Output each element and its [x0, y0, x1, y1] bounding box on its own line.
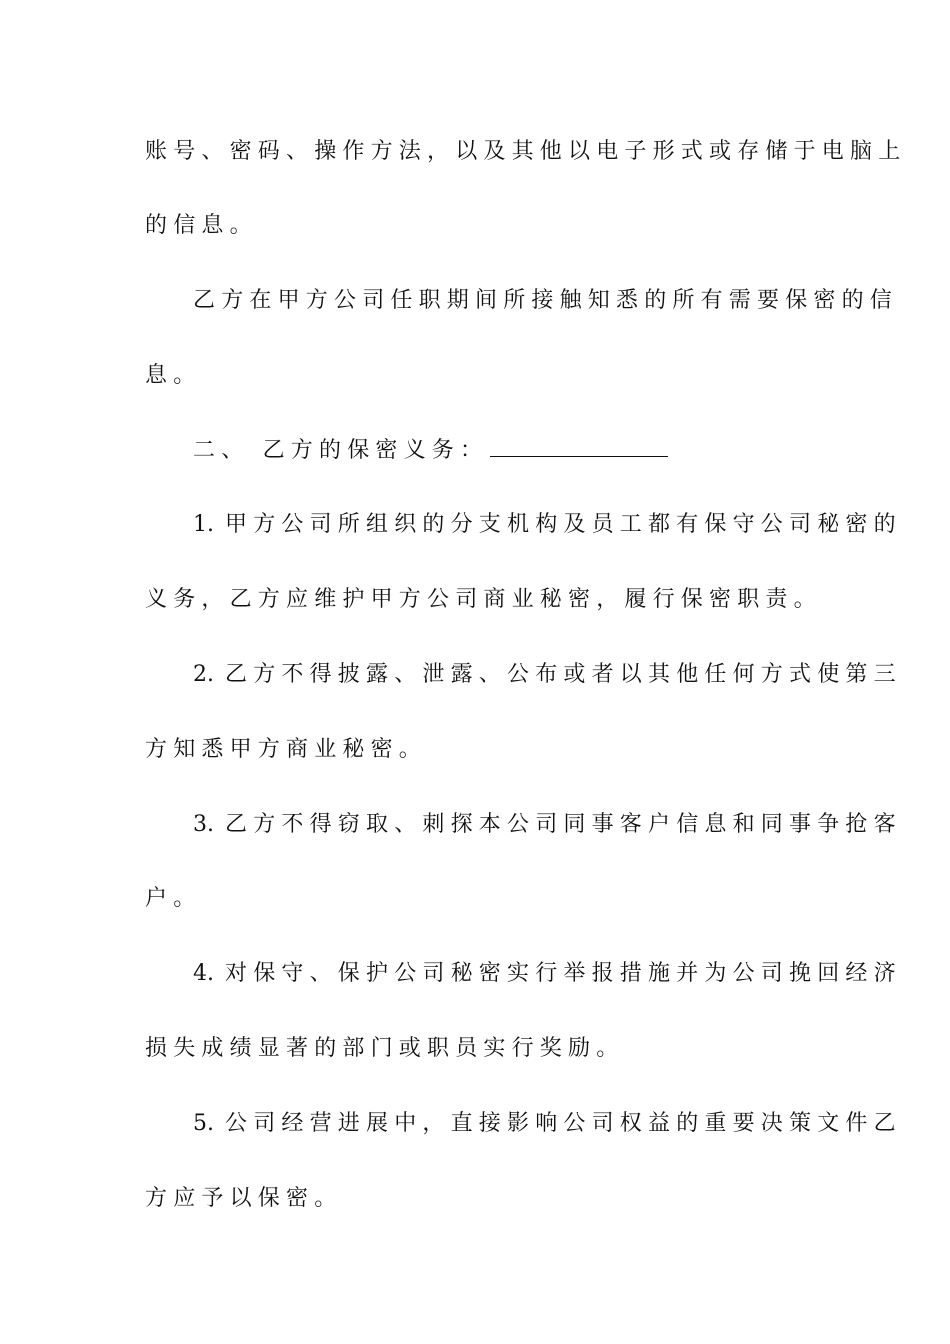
list-item [193, 810, 902, 840]
list-item [193, 510, 902, 540]
paragraph-line: 方应予以保密。 [145, 1186, 343, 1211]
paragraph-line: 方知悉甲方商业秘密。 [145, 737, 428, 762]
list-number: 3. [193, 812, 214, 837]
list-item [193, 959, 902, 989]
list-number: 5. [193, 1111, 214, 1136]
list-item-text: 甲方公司所组织的分支机构及员工都有保守公司秘密的 [225, 512, 902, 537]
paragraph-line: 的信息。 [145, 213, 258, 238]
list-item-text: 对保守、保护公司秘密实行举报措施并为公司挽回经济 [225, 961, 902, 986]
paragraph-line: 损失成绩显著的部门或职员实行奖励。 [145, 1036, 625, 1061]
list-item [193, 660, 902, 690]
list-item-text: 乙方不得披露、泄露、公布或者以其他任何方式使第三 [225, 662, 902, 687]
list-item-text: 乙方不得窃取、刺探本公司同事客户信息和同事争抢客 [225, 812, 902, 837]
list-item [193, 1109, 902, 1139]
paragraph-line: 户。 [145, 886, 202, 911]
paragraph-line: 乙方在甲方公司任职期间所接触知悉的所有需要保密的信 [193, 288, 899, 313]
list-item-text: 公司经营进展中，直接影响公司权益的重要决策文件乙 [225, 1111, 902, 1136]
paragraph-line: 账号、密码、操作方法，以及其他以电子形式或存储于电脑上 [145, 139, 907, 164]
section-heading [193, 436, 810, 466]
paragraph-line: 义务，乙方应维护甲方公司商业秘密，履行保密职责。 [145, 587, 822, 612]
fill-in-blank [490, 438, 668, 457]
list-number: 4. [193, 961, 214, 986]
section-heading-text: 二、 乙方的保密义务： [193, 438, 489, 463]
list-number: 1. [193, 512, 214, 537]
list-number: 2. [193, 662, 214, 687]
paragraph-line: 息。 [145, 363, 202, 388]
